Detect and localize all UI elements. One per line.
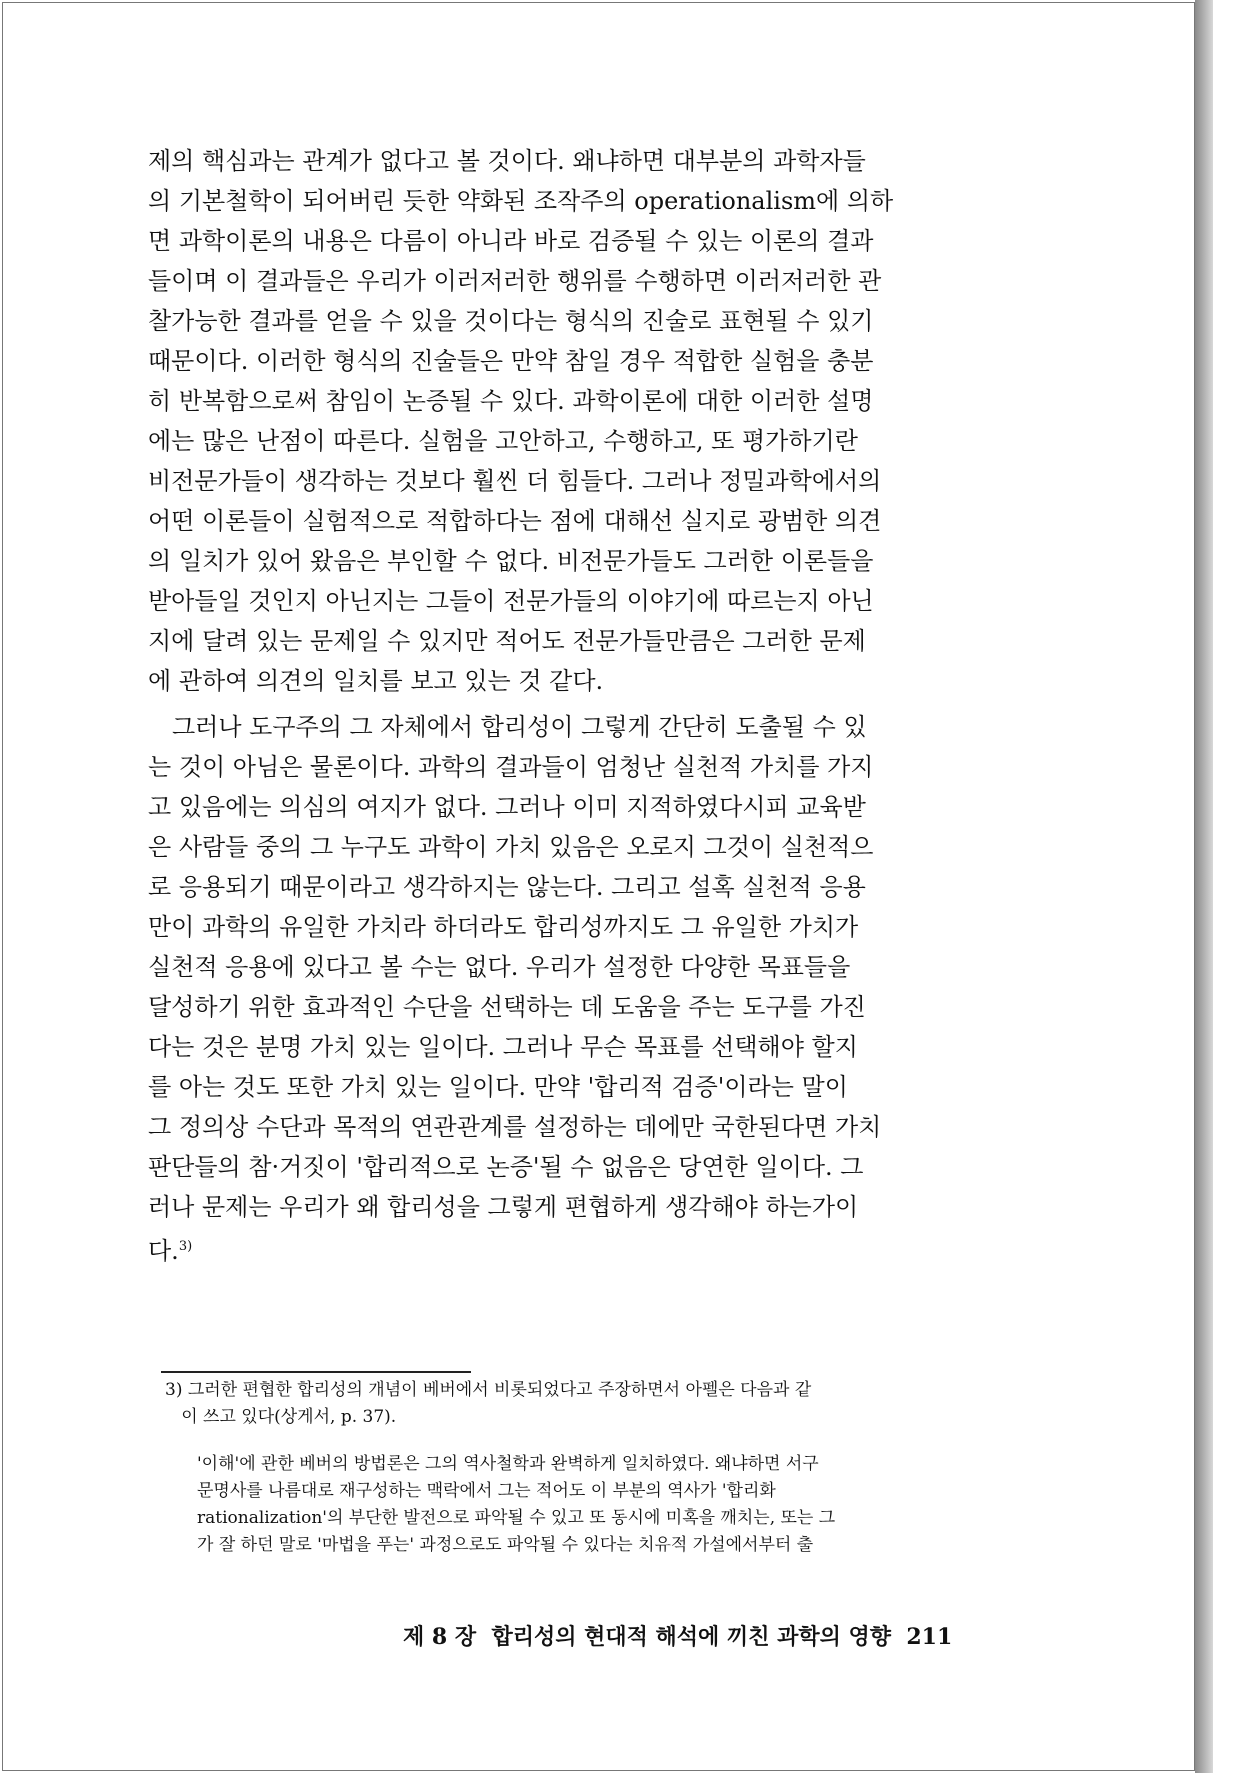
- text-line: 때문이다. 이러한 형식의 진술들은 만약 참일 경우 적합한 실험을 충분: [148, 347, 874, 375]
- text-line: 는 것이 아님은 물론이다. 과학의 결과들이 엄청난 실천적 가치를 가지: [148, 753, 874, 781]
- text-line: 다는 것은 분명 가치 있는 일이다. 그러나 무슨 목표를 선택해야 할지: [148, 1033, 858, 1061]
- text-fragment: 다.: [148, 1237, 179, 1265]
- text-line: 제의 핵심과는 관계가 없다고 볼 것이다. 왜냐하면 대부분의 과학자들: [148, 147, 866, 175]
- quote-line: 가 잘 하던 말로 '마법을 푸는' 과정으로도 파악될 수 있다는 치유적 가설에서부터 출: [197, 1535, 814, 1555]
- text-line: 그 정의상 수단과 목적의 연관관계를 설정하는 데에만 국한된다면 가치: [148, 1113, 882, 1141]
- body-text: [148, 141, 1016, 1267]
- footnote-line: 3) 그러한 편협한 합리성의 개념이 베버에서 비롯되었다고 주장하면서 아펠은 다음과 같: [165, 1380, 812, 1400]
- text-line: 러나 문제는 우리가 왜 합리성을 그렇게 편협하게 생각해야 하는가이: [148, 1193, 859, 1221]
- quote-line: '이해'에 관한 베버의 방법론은 그의 역사철학과 완벽하게 일치하였다. 왜냐하면 서구: [197, 1454, 819, 1474]
- text-line: 그러나 도구주의 그 자체에서 합리성이 그렇게 간단히 도출될 수 있: [172, 713, 867, 741]
- quote-line: rationalization'의 부단한 발전으로 파악될 수 있고 또 동시에 미혹을 깨치는, 또는 그: [197, 1508, 836, 1528]
- page-edge-shadow: [1195, 0, 1213, 1773]
- quote-line: 문명사를 나름대로 재구성하는 맥락에서 그는 적어도 이 부분의 역사가 '합리화: [197, 1481, 776, 1501]
- book-page: [2, 2, 1195, 1771]
- text-line: 면 과학이론의 내용은 다름이 아니라 바로 검증될 수 있는 이론의 결과: [148, 227, 874, 255]
- footnote-marker: 3): [178, 1239, 193, 1254]
- text-line: 를 아는 것도 또한 가치 있는 일이다. 만약 '합리적 검증'이라는 말이: [148, 1073, 848, 1101]
- footnote: [165, 1377, 1020, 1559]
- text-line-last: [148, 1227, 1016, 1267]
- text-line: 실천적 응용에 있다고 볼 수는 없다. 우리가 설정한 다양한 목표들을: [148, 953, 851, 981]
- text-line: 에는 많은 난점이 따른다. 실험을 고안하고, 수행하고, 또 평가하기란: [148, 427, 858, 455]
- footnote-quote: [165, 1451, 1020, 1559]
- text-line: 의 기본철학이 되어버린 듯한 약화된 조작주의 operationalism에 의하: [148, 187, 894, 215]
- text-line: 에 관하여 의견의 일치를 보고 있는 것 같다.: [148, 667, 604, 695]
- text-line: 로 응용되기 때문이라고 생각하지는 않는다. 그리고 설혹 실천적 응용: [148, 873, 866, 901]
- running-footer: 제 8 장 합리성의 현대적 해석에 끼친 과학의 영향 211: [403, 1624, 953, 1650]
- text-line: 고 있음에는 의심의 여지가 없다. 그러나 이미 지적하였다시피 교육받: [148, 793, 866, 821]
- footnote-divider: [161, 1371, 471, 1373]
- text-line: 지에 달려 있는 문제일 수 있지만 적어도 전문가들만큼은 그러한 문제: [148, 627, 866, 655]
- text-line: 은 사람들 중의 그 누구도 과학이 가치 있음은 오로지 그것이 실천적으: [148, 833, 874, 861]
- text-line: 달성하기 위한 효과적인 수단을 선택하는 데 도움을 주는 도구를 가진: [148, 993, 866, 1021]
- text-line: 히 반복함으로써 참임이 논증될 수 있다. 과학이론에 대한 이러한 설명: [148, 387, 874, 415]
- text-line: 들이며 이 결과들은 우리가 이러저러한 행위를 수행하면 이러저러한 관: [148, 267, 882, 295]
- text-line: 만이 과학의 유일한 가치라 하더라도 합리성까지도 그 유일한 가치가: [148, 913, 859, 941]
- text-line: 비전문가들이 생각하는 것보다 훨씬 더 힘들다. 그러나 정밀과학에서의: [148, 467, 882, 495]
- text-line: 판단들의 참·거짓이 '합리적으로 논증'될 수 없음은 당연한 일이다. 그: [148, 1153, 864, 1181]
- text-line: 의 일치가 있어 왔음은 부인할 수 없다. 비전문가들도 그러한 이론들을: [148, 547, 874, 575]
- text-line: 찰가능한 결과를 얻을 수 있을 것이다는 형식의 진술로 표현될 수 있기: [148, 307, 874, 335]
- footnote-line: 이 쓰고 있다(상게서, p. 37).: [165, 1407, 397, 1427]
- text-line: 받아들일 것인지 아닌지는 그들이 전문가들의 이야기에 따르는지 아닌: [148, 587, 874, 615]
- text-line: 어떤 이론들이 실험적으로 적합하다는 점에 대해선 실지로 광범한 의견: [148, 507, 882, 535]
